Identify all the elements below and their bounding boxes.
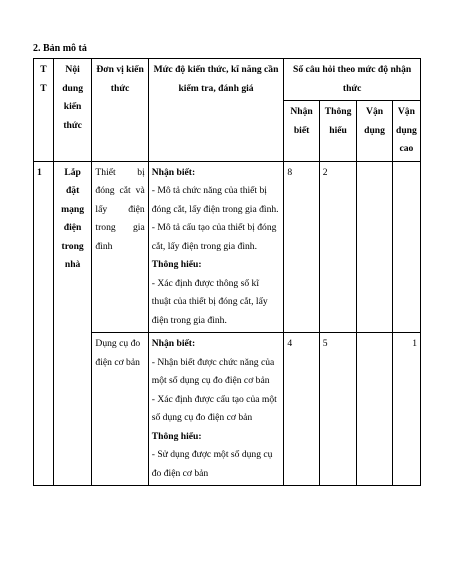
th-item: - Sử dụng được một số dụng cụ đo điện cơ bản bbox=[151, 449, 273, 479]
th-item: - Xác định được thông số kĩ thuật của thiết bị đóng cắt, lấy điện trong gia đình. bbox=[151, 277, 268, 326]
header-noi-dung: Nội dung kiến thức bbox=[53, 59, 92, 162]
header-nhan-biet: Nhận biết bbox=[284, 101, 319, 162]
unit-description bbox=[148, 333, 284, 486]
nb-item: - Mô tả chức năng của thiết bị đóng cắt, lấy điện trong gia đình. bbox=[151, 185, 279, 215]
count-van-dung-cao: 1 bbox=[392, 333, 420, 486]
table-row bbox=[34, 161, 421, 333]
count-thong-hieu: 2 bbox=[319, 161, 357, 333]
nb-item: - Mô tả cấu tạo của thiết bị đóng cắt, lấy điện trong gia đình. bbox=[151, 222, 277, 252]
count-van-dung bbox=[357, 333, 392, 486]
count-thong-hieu: 5 bbox=[319, 333, 357, 486]
header-tt: T T bbox=[34, 59, 54, 162]
unit-description bbox=[148, 161, 284, 333]
header-row-1 bbox=[34, 59, 421, 101]
row-noi-dung: Lắp đặt mạng điện trong nhà bbox=[53, 161, 92, 486]
nb-item: - Nhận biết được chức năng của một số dụng cụ đo điện cơ bản bbox=[151, 356, 275, 386]
header-muc-do: Mức độ kiến thức, kĩ năng cần kiểm tra, đánh giá bbox=[148, 59, 284, 162]
header-van-dung-cao: Vận dụng cao bbox=[392, 101, 420, 162]
row-tt: 1 bbox=[34, 161, 54, 486]
unit-name: Thiết bị đóng cắt và lấy điện trong gia đình bbox=[92, 161, 148, 333]
th-title: Thông hiểu: bbox=[151, 430, 202, 442]
nb-item: - Xác định được cấu tạo của một số dụng cụ đo điện cơ bản bbox=[151, 393, 277, 423]
header-don-vi: Đơn vị kiến thức bbox=[92, 59, 148, 162]
count-nhan-biet: 4 bbox=[284, 333, 319, 486]
specification-table bbox=[33, 58, 421, 486]
count-van-dung bbox=[357, 161, 392, 333]
th-title: Thông hiểu: bbox=[151, 259, 202, 270]
section-title: 2. Bản mô tả bbox=[33, 43, 87, 54]
nb-title: Nhận biết: bbox=[151, 338, 196, 349]
header-thong-hieu: Thông hiểu bbox=[319, 101, 357, 162]
table-row bbox=[34, 333, 421, 486]
count-nhan-biet: 8 bbox=[284, 161, 319, 333]
header-van-dung: Vận dụng bbox=[357, 101, 392, 162]
nb-title: Nhận biết: bbox=[151, 166, 196, 178]
unit-name: Dụng cụ đo điện cơ bản bbox=[92, 333, 148, 486]
count-van-dung-cao bbox=[392, 161, 420, 333]
header-so-cau-hoi: Số câu hỏi theo mức độ nhận thức bbox=[284, 59, 421, 101]
